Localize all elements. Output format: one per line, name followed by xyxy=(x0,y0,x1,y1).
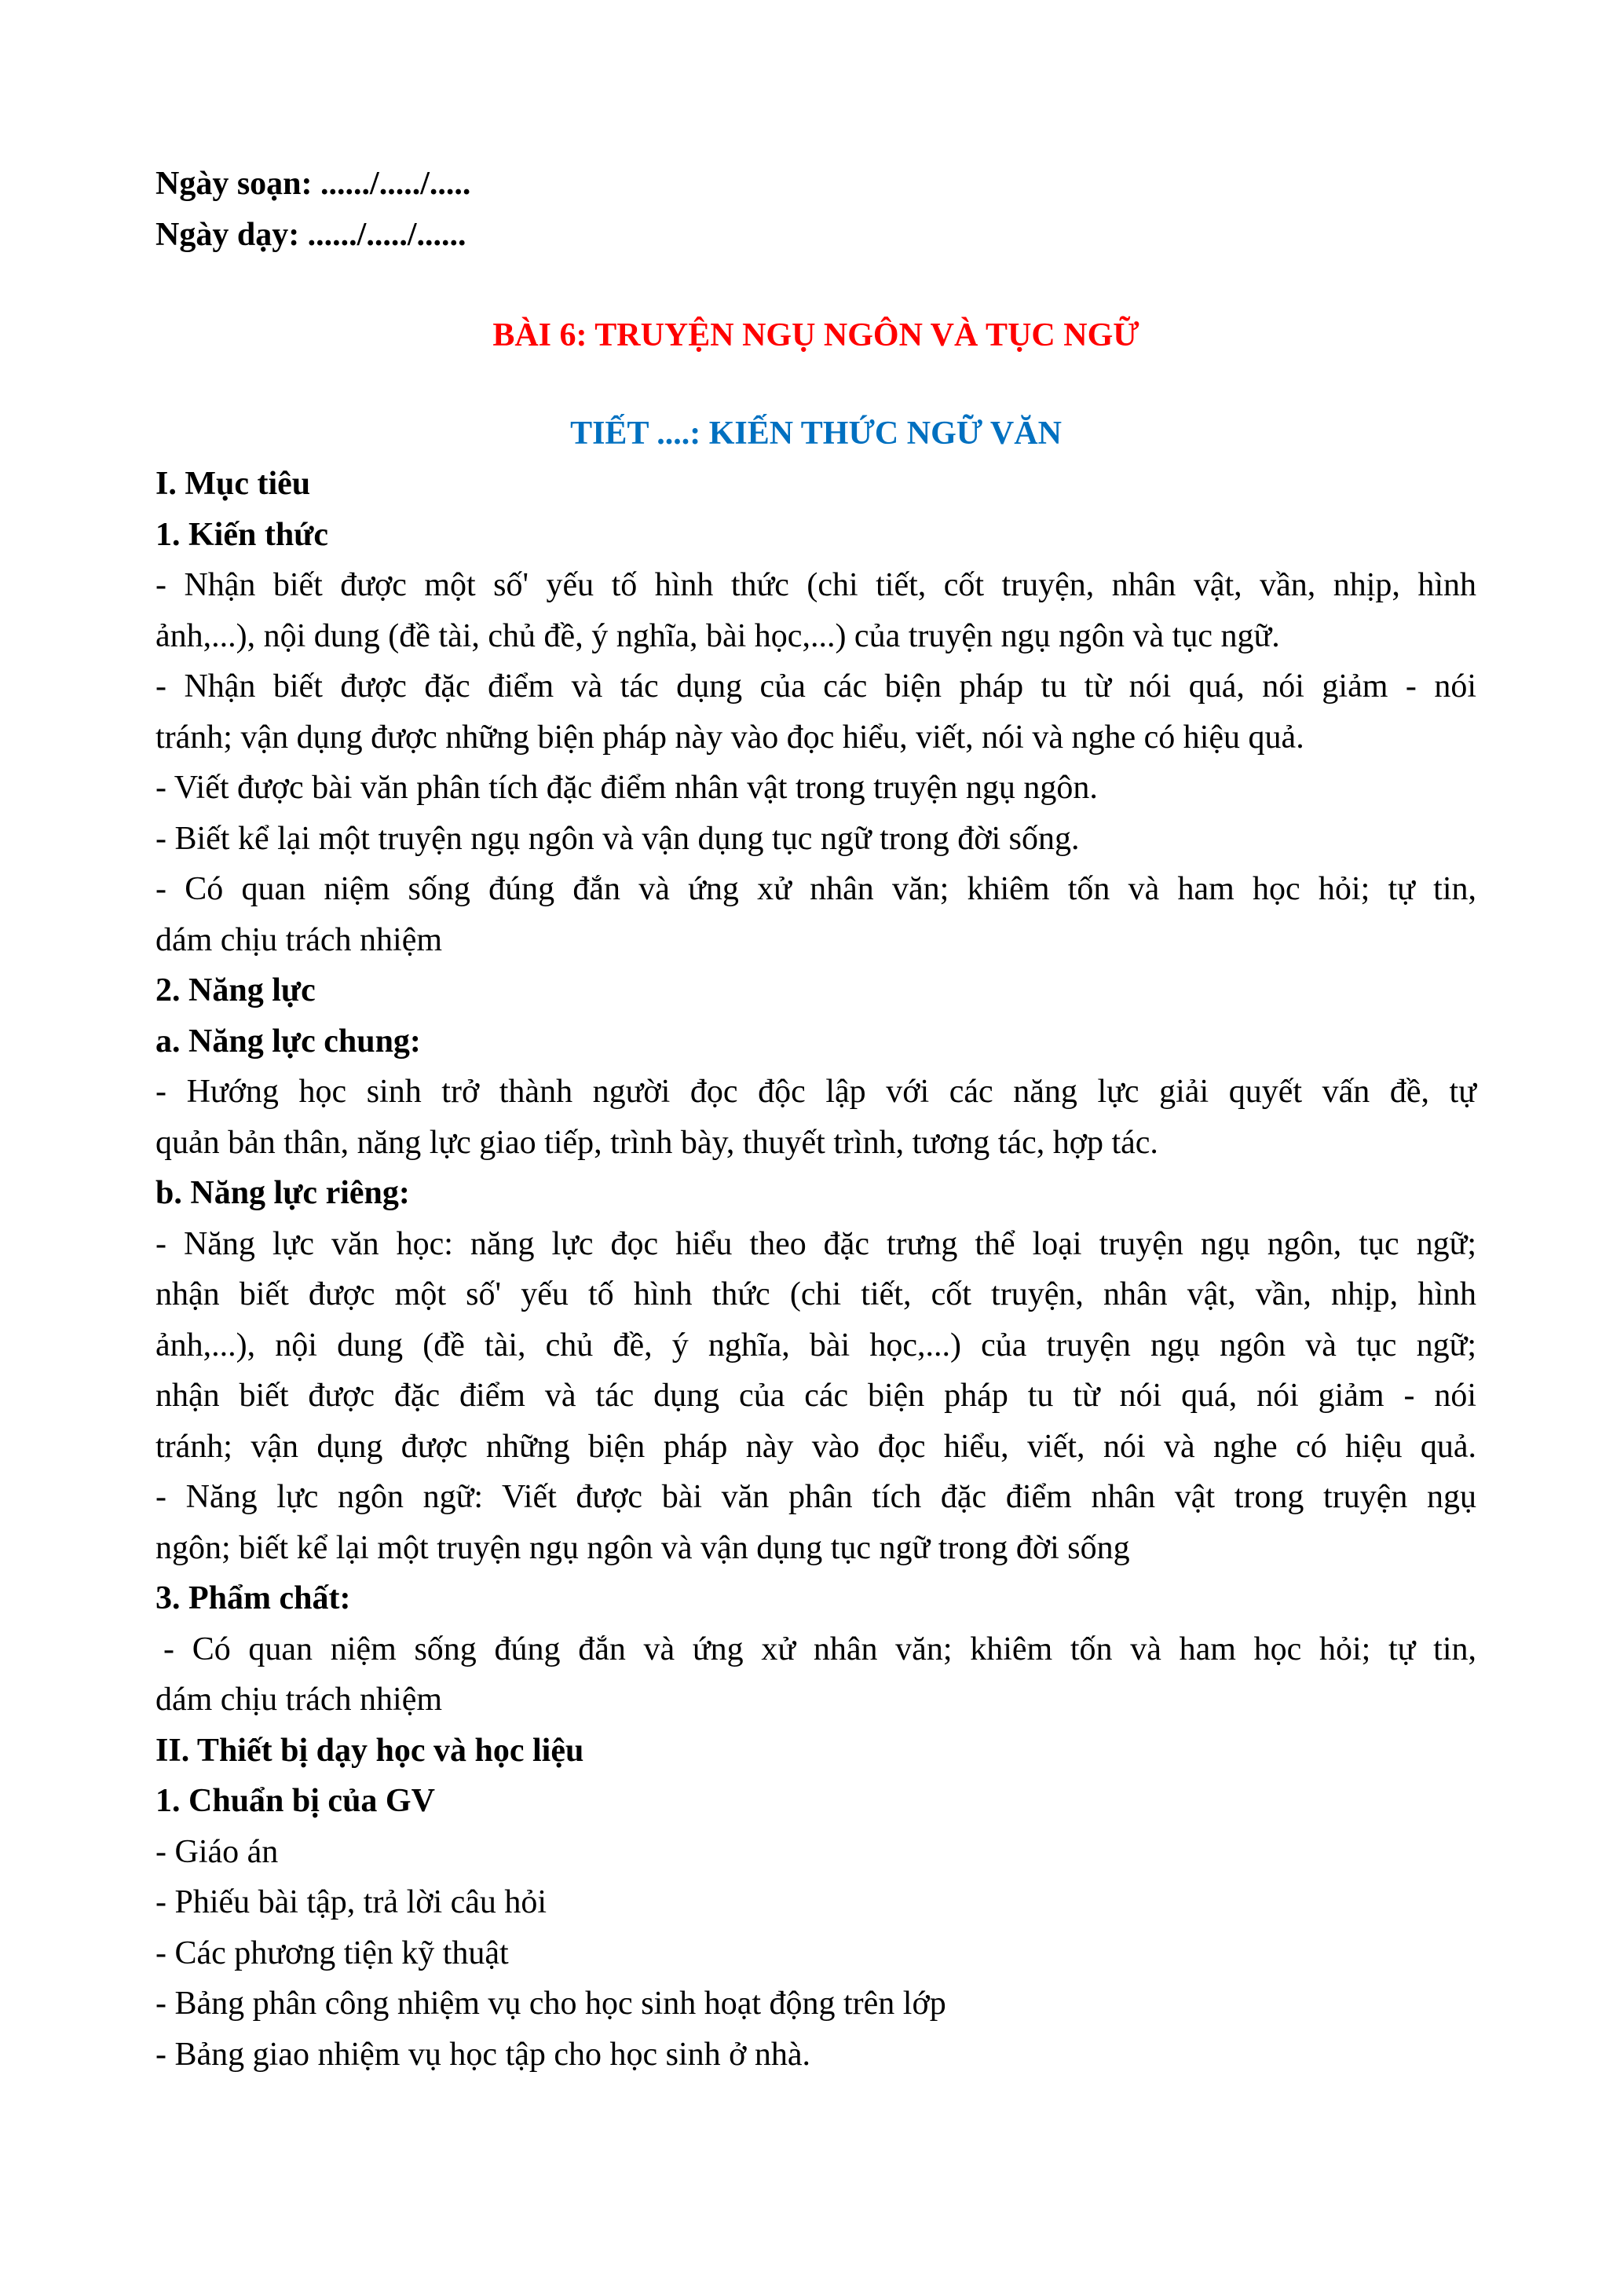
paragraph-line: - Biết kể lại một truyện ngụ ngôn và vận dụng tục ngữ trong đời sống. xyxy=(155,820,1080,857)
period-title: TIẾT ....: KIẾN THỨC NGỮ VĂN xyxy=(570,415,1062,452)
paragraph-line: - Nhận biết được đặc điểm và tác dụng của các biện pháp tu từ nói quá, nói giảm - nói xyxy=(155,668,1476,705)
paragraph-line: ảnh,...), nội dung (đề tài, chủ đề, ý nghĩa, bài học,...) của truyện ngụ ngôn và tục ngữ; xyxy=(155,1327,1476,1363)
paragraph-line: quản bản thân, năng lực giao tiếp, trình bày, thuyết trình, tương tác, hợp tác. xyxy=(155,1124,1158,1161)
paragraph-line: - Có quan niệm sống đúng đắn và ứng xử nhân văn; khiêm tốn và ham học hỏi; tự tin, xyxy=(163,1631,1476,1667)
paragraph-line: dám chịu trách nhiệm xyxy=(155,1682,443,1718)
paragraph-line: - Hướng học sinh trở thành người đọc độc lập với các năng lực giải quyết vấn đề, tự xyxy=(155,1074,1476,1110)
paragraph-line: tránh; vận dụng được những biện pháp này vào đọc hiểu, viết, nói và nghe có hiệu quả. xyxy=(155,719,1304,756)
subsection-heading-knowledge: 1. Kiến thức xyxy=(155,516,329,553)
section-heading-objectives: I. Mục tiêu xyxy=(155,466,311,502)
list-item: - Bảng giao nhiệm vụ học tập cho học sinh ở nhà. xyxy=(155,2036,811,2073)
paragraph-line: - Năng lực văn học: năng lực đọc hiểu theo đặc trưng thể loại truyện ngụ ngôn, tục ngữ; xyxy=(155,1225,1476,1262)
paragraph-line: nhận biết được đặc điểm và tác dụng của các biện pháp tu từ nói quá, nói giảm - nói xyxy=(155,1378,1476,1414)
paragraph-line: ngôn; biết kể lại một truyện ngụ ngôn và vận dụng tục ngữ trong đời sống xyxy=(155,1529,1130,1566)
teaching-date: Ngày dạy: ....../...../...... xyxy=(155,216,466,253)
paragraph-line: nhận biết được một số' yếu tố hình thức (chi tiết, cốt truyện, nhân vật, vần, nhịp, hình xyxy=(155,1276,1476,1312)
subsection-heading-specific-competency: b. Năng lực riêng: xyxy=(155,1175,410,1211)
list-item: - Các phương tiện kỹ thuật xyxy=(155,1934,509,1971)
paragraph-line: ảnh,...), nội dung (đề tài, chủ đề, ý nghĩa, bài học,...) của truyện ngụ ngôn và tục ngữ. xyxy=(155,617,1280,654)
subsection-heading-competency: 2. Năng lực xyxy=(155,972,316,1008)
paragraph-line: - Nhận biết được một số' yếu tố hình thức (chi tiết, cốt truyện, nhân vật, vần, nhịp, hình xyxy=(155,567,1476,603)
subsection-heading-general-competency: a. Năng lực chung: xyxy=(155,1023,421,1060)
document-body xyxy=(155,159,1476,2080)
section-heading-equipment: II. Thiết bị dạy học và học liệu xyxy=(155,1732,584,1769)
preparation-date: Ngày soạn: ....../...../..... xyxy=(155,166,471,202)
paragraph-line: dám chịu trách nhiệm xyxy=(155,921,443,958)
paragraph-line: - Năng lực ngôn ngữ: Viết được bài văn phân tích đặc điểm nhân vật trong truyện ngụ xyxy=(155,1479,1476,1515)
paragraph-line: - Viết được bài văn phân tích đặc điểm nhân vật trong truyện ngụ ngôn. xyxy=(155,770,1098,806)
lesson-title: BÀI 6: TRUYỆN NGỤ NGÔN VÀ TỤC NGỮ xyxy=(492,317,1139,353)
paragraph-line: tránh; vận dụng được những biện pháp này vào đọc hiểu, viết, nói và nghe có hiệu quả. xyxy=(155,1428,1476,1465)
subsection-heading-teacher-prep: 1. Chuẩn bị của GV xyxy=(155,1783,435,1819)
paragraph-line: - Có quan niệm sống đúng đắn và ứng xử nhân văn; khiêm tốn và ham học hỏi; tự tin, xyxy=(155,871,1476,907)
subsection-heading-qualities: 3. Phẩm chất: xyxy=(155,1580,351,1616)
list-item: - Giáo án xyxy=(155,1833,279,1870)
list-item: - Phiếu bài tập, trả lời câu hỏi xyxy=(155,1884,547,1920)
list-item: - Bảng phân công nhiệm vụ cho học sinh hoạt động trên lớp xyxy=(155,1986,946,2022)
